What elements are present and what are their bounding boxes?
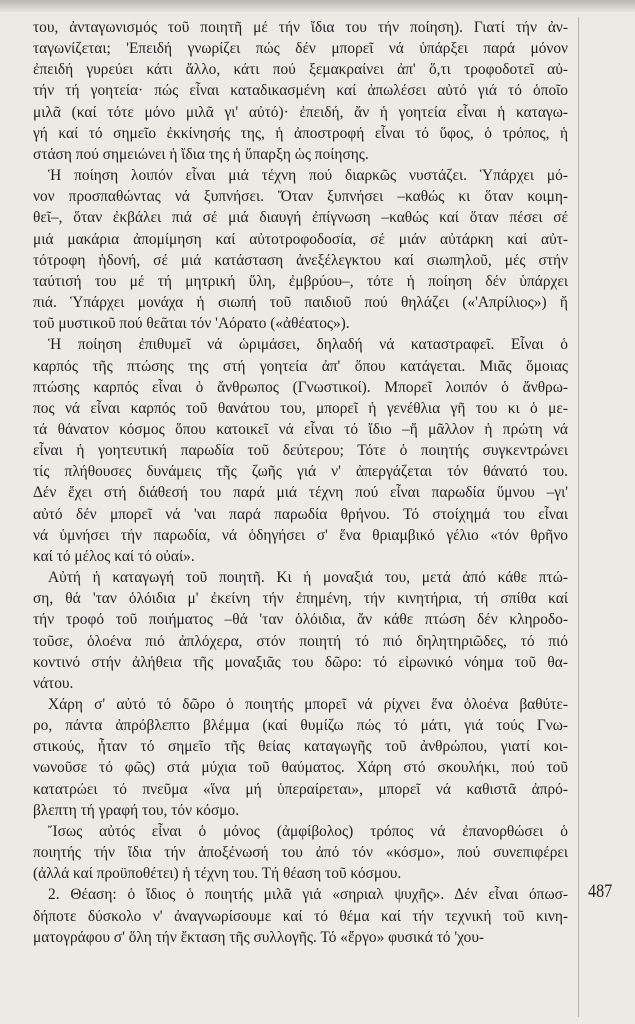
text-line: αὐτό δέν μπορεῖ νά 'ναι παρά παρωδία θρήνου. Τό στοίχημά του εἶναι xyxy=(33,505,568,523)
text-line: μιά μακάρια ἀπομίμηση καί αὐτοτροφοδοσία, σέ μιάν αὐτάρκη καί αὐτ- xyxy=(33,230,568,248)
text-line: Ἡ ποίηση ἐπιθυμεῖ νά ὡριμάσει, δηλαδή νά καταστραφεῖ. Εἶναι ὁ xyxy=(48,336,568,354)
text-line: βλεπτη τή γραφή του, τόν κόσμο. xyxy=(33,801,240,819)
text-line: του, ἀνταγωνισμός τοῦ ποιητῆ μέ τήν ἴδια του τήν ποίηση). Γιατί τήν ἀν- xyxy=(33,19,568,36)
text-line: στάση πού σημειώνει ἡ ἴδια της ἡ ὕπαρξη ὡς ποίησης. xyxy=(33,145,369,163)
text-line: νάτου. xyxy=(33,674,74,692)
paragraph xyxy=(33,821,568,884)
text-line: κατατρώει τό πνεῦμα «ἵνα μή ὑπεραίρεται», μπορεῖ νά καθιστᾶ ἀπρό- xyxy=(33,780,568,798)
text-line: θεῖ–, ὅταν ἐκβάλει πιά σέ μιά διαυγή ἐπίγνωση –καθώς καί ὅταν πέσει σέ xyxy=(33,209,568,227)
paragraph xyxy=(33,17,568,165)
paragraph xyxy=(33,884,568,947)
text-line: καί τό μέλος καί τό οὐαί». xyxy=(33,547,195,565)
text-line: 2. Θέαση: ὁ ἴδιος ὁ ποιητής μιλᾶ γιά «σηριαλ ψυχῆς». Δέν εἶναι όπωσ- xyxy=(48,886,568,904)
text-line: τήν τή γοητεία· πώς εἶναι καταδικασμένη καί ἀπωλέσει αὐτό γιά τό ὁποῖο xyxy=(33,82,568,100)
text-line: γή καί τό σημεῖο ἐκκίνησής της, ἡ ἀποστροφή εἶναι τό ὕφος, ὁ τρόπος, ἡ xyxy=(33,124,568,142)
text-line: καρπός τῆς πτώσης της στή γοητεία ἀπ' ὅπου κατάγεται. Μιᾶς ὅμοιας xyxy=(33,357,568,375)
text-line: δήποτε δύσκολο ν' ἀναγνωρίσουμε καί τό θέμα καί τήν τεχνική τοῦ κινη- xyxy=(33,907,568,925)
text-line: εἶναι ἡ γοητευτική παρωδία τοῦ δεύτερου; Τότε ὁ ποιητής συγκεντρώνει xyxy=(33,442,568,460)
text-line: τά θάνατον κόσμος ὅπου κατοικεῖ νά εἶναι τό ἴδιο –ἤ μᾶλλον ἡ πρώτη νά xyxy=(33,420,568,438)
text-line: τοῦ μυστικοῦ πού θεᾶται τόν 'Αόρατο («ἀθέατος»). xyxy=(33,315,350,333)
text-line: τήν τροφό τοῦ ποιήματος –θά 'ταν ὁλόιδια, ἄν κάθε πτώση δέν κληροδο- xyxy=(33,611,568,629)
text-line: ρο, πάντα ἀπρόβλεπτο βλέμμα (καί θυμίζω πώς τό μάτι, γιά τούς Γνω- xyxy=(33,717,568,735)
text-line: ταύτισή του μέ τή μητρική ὕλη, ἐμβρύου–, τότε ἡ ποίηση δέν ὑπάρχει xyxy=(33,272,568,290)
text-line: (ἀλλά καί προϋποθέτει) ἡ τέχνη του. Τή θέαση τοῦ κόσμου. xyxy=(33,865,402,883)
text-line: τότροφη ἡδονή, σέ μιά κατάσταση ἀνεξέλεγκτου καί σιωπηλοῦ, μές στήν xyxy=(33,251,568,269)
page-top-shadow xyxy=(0,0,635,12)
text-line: πιά. Ὑπάρχει μονάχα ἡ σιωπή τοῦ παιδιοῦ πού θηλάζει («'Απρίλιος») ἤ xyxy=(33,294,568,312)
text-line: Ἡ ποίηση λοιπόν εἶναι μιά τέχνη πού διαρκῶς νυστάζει. Ὑπάρχει μό- xyxy=(48,167,568,185)
text-line: στικούς, ἦταν τό σημεῖο τῆς θείας καταγωγῆς τοῦ ἀνθρώπου, γιατί κοι- xyxy=(33,738,568,756)
text-line: τίς πλήθουσες δυνάμεις τῆς ζωῆς γιά ν' ἀπεργάζεται τόν θάνατό του. xyxy=(33,463,568,481)
body-text-column xyxy=(33,17,568,948)
text-line: τοῦσε, ὁλοένα πιό ἀπλόχερα, στόν ποιητή τό πιό δηλητηριῶδες, τό πιό xyxy=(33,632,568,650)
text-line: ση, θά 'ταν ὁλόιδια μ' ἐκείνη τήν ἐπημένη, τήν κινητήρια, τή σπίθα καί xyxy=(33,590,568,608)
text-line: Δέν ἔχει στή διάθεσή του παρά μιά τέχνη πού εἶναι παρωδία ὕμνου –γι' xyxy=(33,484,568,502)
text-line: Αὐτή ἡ καταγωγή τοῦ ποιητῆ. Κι ἡ μοναξιά του, μετά ἀπό κάθε πτώ- xyxy=(48,569,568,587)
page-number: 487 xyxy=(588,881,613,902)
text-line: ποιητής τήν ἴδια τήν ἀποξένωσή του ἀπό τόν «κόσμο», πού συνεπιφέρει xyxy=(33,844,568,862)
text-line: πτώσης καρπός εἶναι ὁ ἄνθρωπος (Γνωστικοί). Μπορεῖ λοιπόν ὁ ἄνθρω- xyxy=(33,378,568,396)
text-line: νωνοῦσε τό φῶς) στά μύχια τοῦ θαύματος. Χάρη στό σκουλήκι, πού τοῦ xyxy=(33,759,568,777)
text-line: ματογράφου σ' ὅλη τήν ἔκταση τῆς συλλογῆς. Τό «ἔργο» φυσικά τό 'χου- xyxy=(33,928,485,946)
text-line: ταγωνίζεται; 'Επειδή γνωρίζει πώς δέν μπορεῖ νά ὑπάρξει παρά μόνον xyxy=(33,40,568,58)
text-line: νον προσπαθώντας νά ξυπνήσει. Ὅταν ξυπνήσει –καθώς κι ὅταν κοιμη- xyxy=(33,188,568,206)
paragraph xyxy=(33,694,568,821)
text-line: νά ὑμνήσει τήν παρωδία, νά ὁδηγήσει σ' ἕνα θριαμβικό γέλιο «τόν θρῆνο xyxy=(33,526,568,544)
paragraph xyxy=(33,567,568,694)
text-line: ἐπειδή γυρεύει κάτι ἄλλο, κάτι πού ξεμακραίνει ἀπ' ὅ,τι τροφοδοτεῖ αὐ- xyxy=(33,61,568,79)
text-line: μιλᾶ (καί τότε μόνο μιλᾶ γι' αὐτό)· ἐπειδή, ἄν ἡ γοητεία εἶναι ἡ καταγω- xyxy=(33,103,568,121)
text-line: κοντινό στήν ἀλήθεια τῆς μοναξιᾶς του δῶρο: τό εἰρωνικό νόημα τοῦ θα- xyxy=(33,653,568,671)
text-line: πος νά εἶναι καρπός τοῦ θανάτου του, μπορεῖ ἡ γενέθλια γῆ του κι ὁ με- xyxy=(33,399,568,417)
margin-rule xyxy=(578,17,579,1017)
paragraph xyxy=(33,165,568,334)
text-line: Ἴσως αὐτός εἶναι ὁ μόνος (ἀμφίβολος) τρόπος νά ἐπανορθώσει ὁ xyxy=(48,822,568,840)
text-line: Χάρη σ' αὐτό τό δῶρο ὁ ποιητής μπορεῖ νά ρίχνει ἕνα ὁλοένα βαθύτε- xyxy=(48,696,568,713)
paragraph xyxy=(33,334,568,567)
